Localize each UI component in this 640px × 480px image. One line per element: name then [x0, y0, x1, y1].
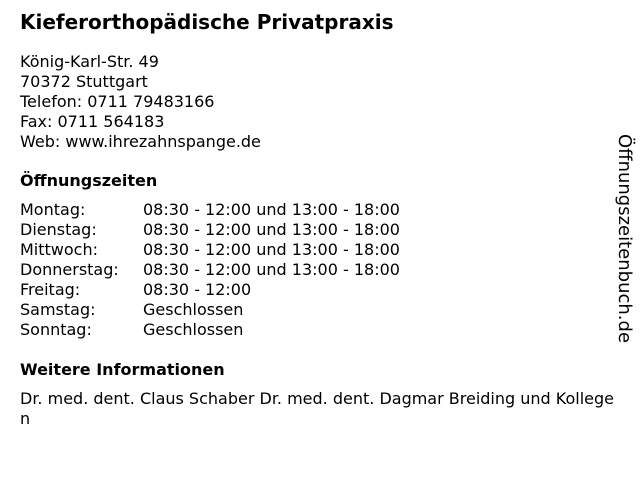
- day-label: Freitag:: [20, 280, 81, 299]
- day-label: Donnerstag:: [20, 260, 119, 279]
- opening-hours-table: [20, 200, 400, 340]
- brand-watermark: Öffnungszeitenbuch.de: [614, 134, 635, 344]
- more-info-text: Dr. med. dent. Claus Schaber Dr. med. dent. Dagmar Breiding und Kollegen: [20, 389, 614, 428]
- more-info-heading: Weitere Informationen: [20, 360, 225, 379]
- opening-hours-heading: Öffnungszeiten: [20, 171, 158, 190]
- hours-row-wednesday: [20, 240, 400, 260]
- street-address: König-Karl-Str. 49: [20, 52, 159, 71]
- hours-row-sunday: [20, 320, 400, 340]
- website: Web: www.ihrezahnspange.de: [20, 132, 261, 151]
- fax-number: Fax: 0711 564183: [20, 112, 165, 131]
- day-label: Sonntag:: [20, 320, 92, 339]
- day-label: Montag:: [20, 200, 86, 219]
- hours-row-thursday: [20, 260, 400, 280]
- day-hours: 08:30 - 12:00 und 13:00 - 18:00: [143, 200, 400, 219]
- contact-block: [20, 52, 600, 152]
- hours-row-friday: [20, 280, 400, 300]
- day-label: Mittwoch:: [20, 240, 98, 259]
- hours-row-monday: [20, 200, 400, 220]
- day-hours: 08:30 - 12:00 und 13:00 - 18:00: [143, 220, 400, 239]
- day-hours: 08:30 - 12:00 und 13:00 - 18:00: [143, 240, 400, 259]
- practice-name: Kieferorthopädische Privatpraxis: [20, 10, 394, 34]
- day-hours: Geschlossen: [143, 320, 244, 339]
- hours-row-saturday: [20, 300, 400, 320]
- phone-number: Telefon: 0711 79483166: [20, 92, 215, 111]
- day-label: Dienstag:: [20, 220, 97, 239]
- day-hours: 08:30 - 12:00: [143, 280, 252, 299]
- day-hours: 08:30 - 12:00 und 13:00 - 18:00: [143, 260, 400, 279]
- practice-info: [20, 0, 614, 429]
- day-hours: Geschlossen: [143, 300, 244, 319]
- city-address: 70372 Stuttgart: [20, 72, 148, 91]
- day-label: Samstag:: [20, 300, 96, 319]
- hours-row-tuesday: [20, 220, 400, 240]
